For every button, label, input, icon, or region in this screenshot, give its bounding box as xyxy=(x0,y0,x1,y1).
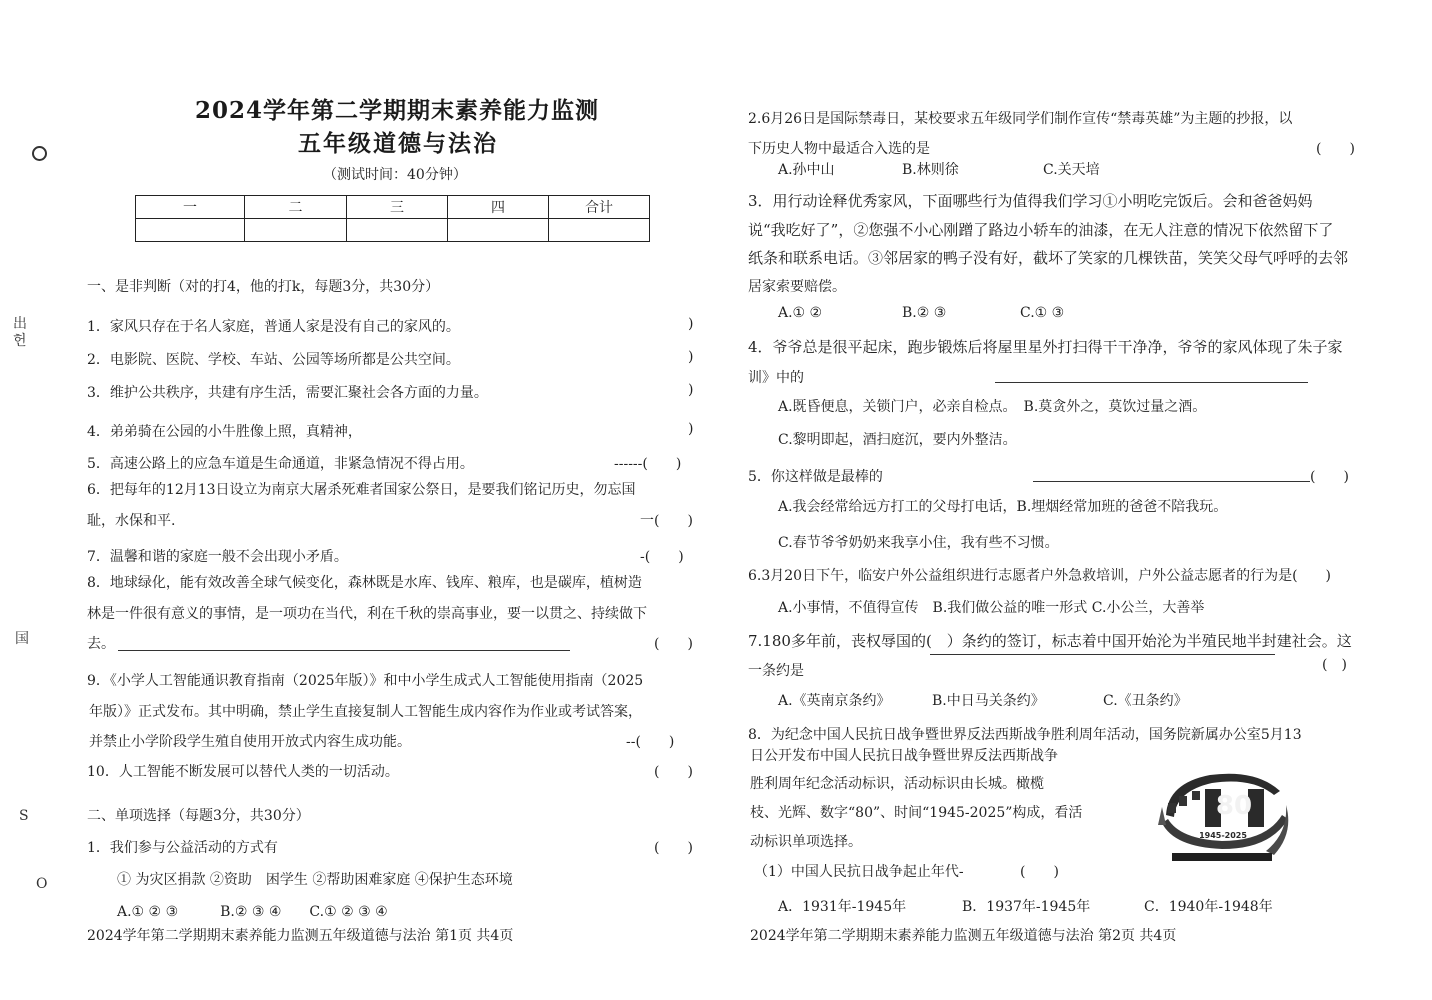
option-c[interactable]: C.春节爷爷奶奶来我享小住，我有些不习惯。 xyxy=(778,535,1059,551)
answer-paren[interactable]: ( ) xyxy=(1020,864,1059,880)
tf-question-8-cont: 去。 xyxy=(87,636,115,652)
option-b[interactable]: B.② ③ xyxy=(902,305,947,321)
mc-question-3-cont: 说“我吃好了”，②您强不小心刚蹭了路边小轿车的油漆，在无人注意的情况下依然留下了 xyxy=(748,221,1334,239)
option-c[interactable]: C.① ③ xyxy=(1020,305,1065,321)
mc-question-8-cont: 动标识单项选择。 xyxy=(750,834,862,850)
option-ab[interactable]: A.既昏便息，关锁门户，必亲自检点。 B.莫贪外之，莫饮过量之酒。 xyxy=(778,399,1207,415)
answer-paren[interactable]: --( ) xyxy=(626,734,675,750)
score-header-cell: 一 xyxy=(136,196,245,219)
tf-question-2: 2．电影院、医院、学校、车站、公园等场所都是公共空间。 xyxy=(87,352,460,368)
mc-question-8-sub1: （1）中国人民抗日战争起止年代- xyxy=(754,864,964,880)
mc-question-1-items: ① 为灾区捐款 ②资助 困学生 ②帮助困难家庭 ④保护生态环境 xyxy=(117,872,513,888)
score-cell[interactable] xyxy=(347,219,448,242)
option-a[interactable]: A.《英南京条约》 xyxy=(778,693,891,709)
score-header-cell: 三 xyxy=(347,196,448,219)
mc-question-3-cont: 居家索要赔偿。 xyxy=(748,279,846,295)
mc-question-6: 6.3月20日下午，临安户外公益组织进行志愿者户外急救培训，户外公益志愿者的行为是( ) xyxy=(748,568,1332,584)
margin-mark: O xyxy=(36,876,48,892)
answer-underline[interactable] xyxy=(1033,481,1310,482)
mc-question-6-options[interactable]: A.小事情，不值得宣传 B.我们做公益的唯一形式 C.小公兰，大善举 xyxy=(778,600,1205,616)
answer-paren[interactable]: ) xyxy=(688,382,694,398)
exam-subtitle: 五年级道德与法治 xyxy=(298,130,498,157)
option-c[interactable]: C.《丑条约》 xyxy=(1103,693,1188,709)
mc-question-8-cont: 日公开发布中国人民抗日战争暨世界反法西斯战争 xyxy=(750,748,1058,764)
margin-mark: 헌 xyxy=(13,333,27,349)
tf-question-1: 1．家风只存在于名人家庭，普通人家是没有自己的家风的。 xyxy=(87,319,460,335)
mc-question-1: 1．我们参与公益活动的方式有 xyxy=(87,840,278,856)
answer-underline[interactable] xyxy=(995,382,1308,383)
tf-question-8: 8．地球绿化，能有效改善全球气候变化，森林既是水库、钱库、粮库，也是碳库，植树造 xyxy=(87,575,642,591)
tf-question-9-cont: 并禁止小学阶段学生殖自使用开放式内容生成功能。 xyxy=(89,734,411,750)
mc-question-7: 7.180多年前，丧权辱国的( ）条约的签订，标志着中国开始沦为半殖民地半封建社会。这 xyxy=(748,632,1352,650)
score-cell[interactable] xyxy=(245,219,347,242)
tf-question-5: 5．高速公路上的应急车道是生命通道，非紧急情况不得占用。 xyxy=(87,456,474,472)
margin-mark: 国 xyxy=(15,631,29,647)
mc-question-1-options[interactable]: A.① ② ③ B.② ③ ④ C.① ② ③ ④ xyxy=(117,904,388,920)
logo-years: 1945-2025 xyxy=(1199,831,1247,840)
tf-question-7: 7．温馨和谐的家庭一般不会出现小矛盾。 xyxy=(87,549,348,565)
mc-question-8-cont: 枝、光辉、数字“80”、时间“1945-2025”构成，看活 xyxy=(750,805,1083,821)
score-table xyxy=(135,195,650,242)
tf-question-8-cont: 林是一件很有意义的事情，是一项功在当代，利在千秋的崇高事业，要一以贯之、持续做下 xyxy=(87,606,647,622)
score-header-cell: 合计 xyxy=(549,196,650,219)
mc-question-4: 4．爷爷总是很平起床，跑步锻炼后将屋里星外打扫得干干净净，爷爷的家风体现了朱子家 xyxy=(748,338,1343,356)
answer-underline xyxy=(930,654,1275,655)
answer-paren[interactable]: ) xyxy=(688,316,694,332)
mc-question-2-cont: 下历史人物中最适合入选的是 xyxy=(748,141,930,157)
tf-question-6-cont: 耻，水保和平. xyxy=(87,513,176,529)
answer-paren[interactable]: ( ) xyxy=(654,636,693,652)
mc-question-3-cont: 纸条和联系电话。③邻居家的鸭子没有好，截坏了笑家的几棵铁苗，笑笑父母气呼呼的去邻 xyxy=(748,249,1349,267)
mc-question-8-cont: 胜利周年纪念活动标识，活动标识由长城。橄榄 xyxy=(750,776,1044,792)
option-ab[interactable]: A.我会经常给远方打工的父母打电话，B.埋烟经常加班的爸爸不陪我玩。 xyxy=(778,499,1228,515)
mc-question-4-cont: 训》中的 xyxy=(748,370,804,386)
answer-underline xyxy=(118,650,570,651)
answer-paren[interactable]: ) xyxy=(688,421,694,437)
score-cell[interactable] xyxy=(136,219,245,242)
logo-number: 80 xyxy=(1215,791,1253,821)
option-a[interactable]: A.孙中山 xyxy=(778,162,835,178)
mc-question-5: 5．你这样做是最棒的 xyxy=(748,469,883,485)
answer-paren[interactable]: ( ) xyxy=(654,840,693,856)
tf-question-10: 10．人工智能不断发展可以替代人类的一切活动。 xyxy=(87,764,399,780)
tf-question-9-cont: 年版）》正式发布。其中明确，禁止学生直接复制人工智能生成内容作为作业或考试答案， xyxy=(89,704,642,720)
score-table-blank-row xyxy=(136,219,650,242)
margin-mark: S xyxy=(19,808,29,824)
answer-paren[interactable]: ( ) xyxy=(654,764,693,780)
tf-question-6: 6．把每年的12月13日设立为南京大屠杀死难者国家公祭日，是要我们铭记历史，勿忘国 xyxy=(87,482,636,498)
answer-paren[interactable]: ( ) xyxy=(1322,657,1347,673)
right-page-footer: 2024学年第二学期期末素养能力监测五年级道德与法治 第2页 共4页 xyxy=(750,928,1177,944)
binding-hole-icon xyxy=(32,146,47,161)
score-header-cell: 四 xyxy=(448,196,549,219)
answer-paren[interactable]: ( ) xyxy=(1310,469,1349,485)
option-c[interactable]: C.黎明即起，酒扫庭沉，要内外整洁。 xyxy=(778,432,1017,448)
option-c[interactable]: C.关天培 xyxy=(1043,162,1100,178)
option-a[interactable]: A．1931年-1945年 xyxy=(778,899,907,915)
mc-question-2: 2.6月26日是国际禁毒日，某校要求五年级同学们制作宣传“禁毒英雄”为主题的抄报，以 xyxy=(748,111,1293,127)
option-c[interactable]: C．1940年-1948年 xyxy=(1144,899,1273,915)
answer-paren[interactable]: 一( ) xyxy=(640,513,693,529)
score-cell[interactable] xyxy=(448,219,549,242)
answer-paren[interactable]: -( ) xyxy=(640,549,684,565)
score-cell[interactable] xyxy=(549,219,650,242)
option-b[interactable]: B．1937年-1945年 xyxy=(962,899,1091,915)
score-table-header-row xyxy=(136,196,650,219)
option-b[interactable]: B.中日马关条约》 xyxy=(932,693,1045,709)
mc-question-8: 8．为纪念中国人民抗日战争暨世界反法西斯战争胜利周年活动，国务院新属办公室5月13 xyxy=(748,727,1302,743)
option-a[interactable]: A.① ② xyxy=(778,305,823,321)
margin-mark: 出 xyxy=(13,316,27,332)
section2-heading: 二、单项选择（每题3分，共30分） xyxy=(87,808,310,824)
anniversary-logo xyxy=(1148,763,1298,868)
exam-title: 2024学年第二学期期末素养能力监测 xyxy=(195,97,600,124)
answer-paren[interactable]: ------( ) xyxy=(614,456,682,472)
tf-question-4: 4．弟弟骑在公园的小牛胜像上照，真精神， xyxy=(87,424,362,440)
answer-paren[interactable]: ( ) xyxy=(1316,141,1355,157)
tf-question-9: 9．《小学人工智能通识教育指南（2025年版）》和中小学生成式人工智能使用指南（2025 xyxy=(87,673,644,689)
left-page-footer: 2024学年第二学期期末素养能力监测五年级道德与法治 第1页 共4页 xyxy=(87,928,514,944)
option-b[interactable]: B.林则徐 xyxy=(902,162,959,178)
score-header-cell: 二 xyxy=(245,196,347,219)
mc-question-3: 3．用行动诠释优秀家风，下面哪些行为值得我们学习①小明吃完饭后。会和爸爸妈妈 xyxy=(748,192,1313,210)
mc-question-7-cont: 一条约是 xyxy=(748,663,804,679)
tf-question-3: 3．维护公共秩序，共建有序生活，需要汇聚社会各方面的力量。 xyxy=(87,385,488,401)
test-time-note: （测试时间：40分钟） xyxy=(323,167,467,183)
answer-paren[interactable]: ) xyxy=(688,349,694,365)
section1-heading: 一、是非判断（对的打4，他的打k，每题3分，共30分） xyxy=(87,279,440,295)
